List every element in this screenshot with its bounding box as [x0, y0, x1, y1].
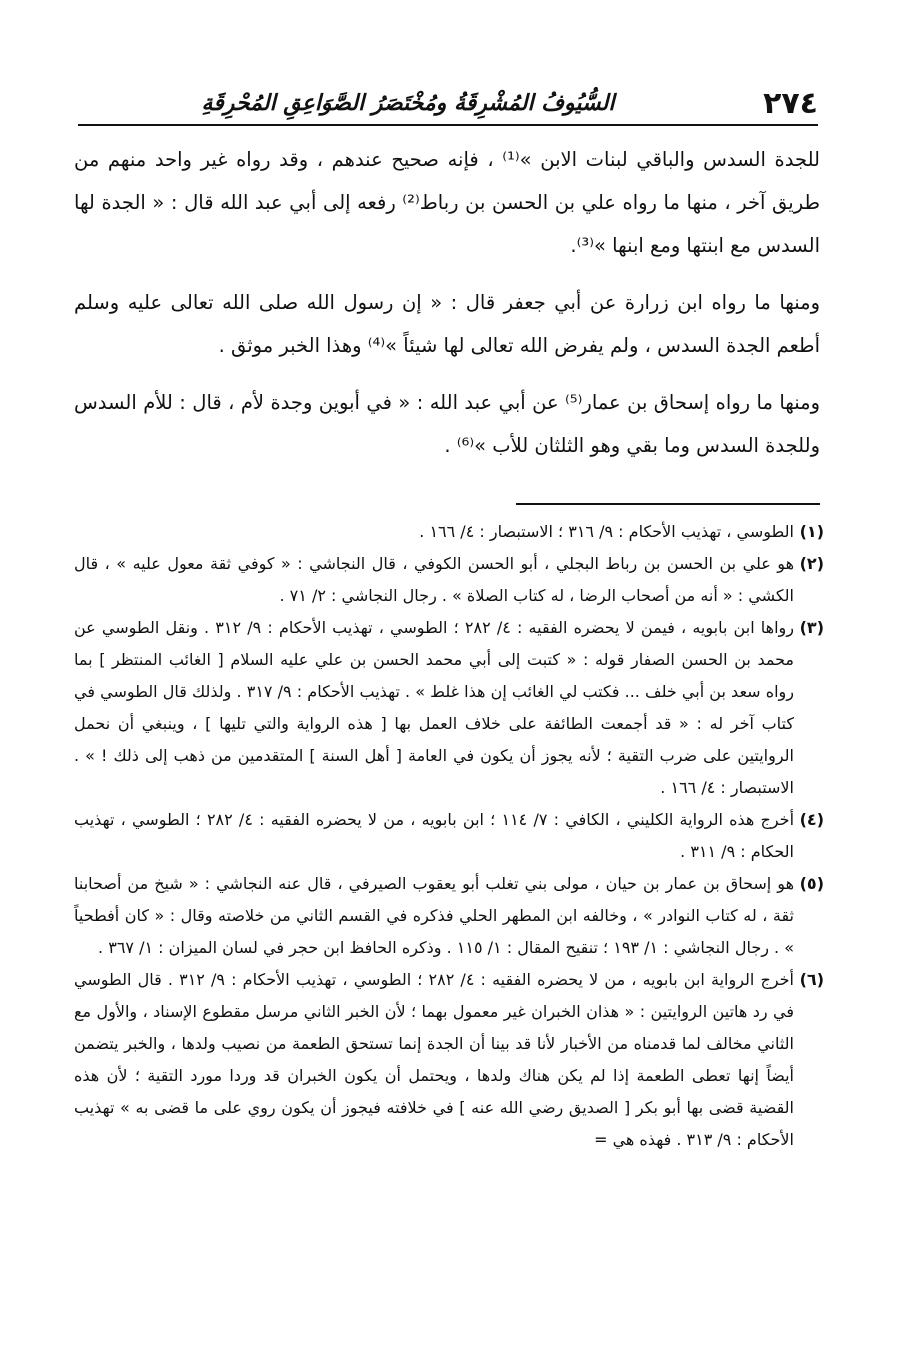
- footnote-5: [74, 868, 824, 964]
- page-header: [78, 82, 818, 126]
- paragraph-2: ومنها ما رواه ابن زرارة عن أبي جعفر قال : « إن رسول الله صلى الله تعالى عليه وسلم أطعم الجدة السدس ، ولم يفرض الله تعالى لها شيئاً »⁽⁴⁾ وهذا الخبر موثق .: [74, 291, 820, 357]
- paragraph-3: ومنها ما رواه إسحاق بن عمار⁽⁵⁾ عن أبي عبد الله : « في أبوين وجدة لأم ، قال : للأم السدس وللجدة السدس وما بقي وهو الثلثان للأب »⁽⁶⁾ .: [74, 391, 820, 457]
- footnote-number: (٦): [799, 970, 824, 989]
- header-rule: [78, 124, 818, 126]
- footnote-4: [74, 804, 824, 868]
- paragraph-1: للجدة السدس والباقي لبنات الابن »⁽¹⁾ ، فإنه صحيح عندهم ، وقد رواه غير واحد منهم من طريق آخر ، منها ما رواه علي بن الحسن بن رباط⁽²⁾ رفعه إلى أبي عبد الله قال : « الجدة لها السدس مع ابنتها ومع ابنها »⁽³⁾.: [74, 148, 820, 257]
- footnote-number: (٤): [799, 810, 824, 829]
- footnote-2: [74, 548, 824, 612]
- main-text: [74, 138, 820, 481]
- footnote-text: هو إسحاق بن عمار بن حيان ، مولى بني تغلب أبو يعقوب الصيرفي ، قال عنه النجاشي : « شيخ من أصحابنا ثقة ، له كتاب النوادر » ، وخالفه ابن المطهر الحلي فذكره في القسم الثاني من خلاصته وقال : « كان أفطحياً » . رجال النجاشي : ١/ ١٩٣ ؛ تنقيح المقال : ١/ ١١٥ . وذكره الحافظ ابن حجر في لسان الميزان : ١/ ٣٦٧ .: [74, 874, 794, 957]
- footnote-text: هو علي بن الحسن بن رباط البجلي ، أبو الحسن الكوفي ، قال النجاشي : « كوفي ثقة معول عليه » ، قال الكشي : « أنه من أصحاب الرضا ، له كتاب الصلاة » . رجال النجاشي : ٢/ ٧١ .: [74, 554, 794, 605]
- page-number: ٢٧٤: [763, 86, 818, 121]
- footnote-number: (٢): [799, 554, 824, 573]
- footnotes: [74, 516, 824, 1156]
- footnote-text: أخرج هذه الرواية الكليني ، الكافي : ٧/ ١١٤ ؛ ابن بابويه ، من لا يحضره الفقيه : ٤/ ٢٨٢ ؛ الطوسي ، تهذيب الحكام : ٩/ ٣١١ .: [74, 810, 795, 861]
- footnote-6: [74, 964, 824, 1156]
- footnote-text: رواها ابن بابويه ، فيمن لا يحضره الفقيه : ٤/ ٢٨٢ ؛ الطوسي ، تهذيب الأحكام : ٩/ ٣١٢ . ونقل الطوسي عن محمد بن الحسن الصفار قوله : « كتبت إلى أبي محمد الحسن بن علي عليه السلام [ الغائب المنتظر ] بما رواه سعد بن أبي خلف ... فكتب لي الغائب إن هذا غلط » . تهذيب الأحكام : ٩/ ٣١٧ . ولذلك قال الطوسي في كتاب آخر له : « قد أجمعت الطائفة على خلاف العمل بها [ هذه الرواية والتي تليها ] ، وينبغي أن نحمل الروايتين على ضرب التقية ؛ لأنه يجوز أن يكون في العامة [ أهل السنة ] المتقدمين من ذهب إلى ذلك ! » . الاستبصار : ٤/ ١٦٦ .: [74, 618, 795, 797]
- footnote-text: الطوسي ، تهذيب الأحكام : ٩/ ٣١٦ ؛ الاستبصار : ٤/ ١٦٦ .: [419, 522, 794, 541]
- footnote-1: [74, 516, 824, 548]
- footnote-number: (١): [799, 522, 824, 541]
- footnote-number: (٣): [799, 618, 824, 637]
- footnote-number: (٥): [799, 874, 824, 893]
- footnote-3: [74, 612, 824, 804]
- running-title: السُّيُوفُ المُشْرِقَةُ ومُخْتَصَرُ الصَّوَاعِقِ المُحْرِقَةِ: [201, 90, 615, 116]
- footnote-separator: [516, 503, 820, 505]
- footnote-text: أخرج الرواية ابن بابويه ، من لا يحضره الفقيه : ٤/ ٢٨٢ ؛ الطوسي ، تهذيب الأحكام : ٩/ ٣١٢ . قال الطوسي في رد هاتين الروايتين : « هذان الخبران غير معمول بهما ؛ لأن الخبر الثاني مرسل مقطوع الإسناد ، والأول مع الثاني مخالف لما قدمناه من الأخبار لأنا قد بينا أن الجدة إنما تستحق الطعمة من نصيب ولدها ، والخبر يتضمن أيضاً إنها تعطى الطعمة إذا لم يكن هناك ولدها ، ويحتمل أن يكون الخبران قد وردا مورد التقية ؛ لأن هذه القضية قضى بها أبو بكر [ الصديق رضي الله عنه ] في خلافته فيجوز أن يكون روي على ما قضى به » تهذيب الأحكام : ٩/ ٣١٣ . فهذه هي =: [74, 970, 794, 1149]
